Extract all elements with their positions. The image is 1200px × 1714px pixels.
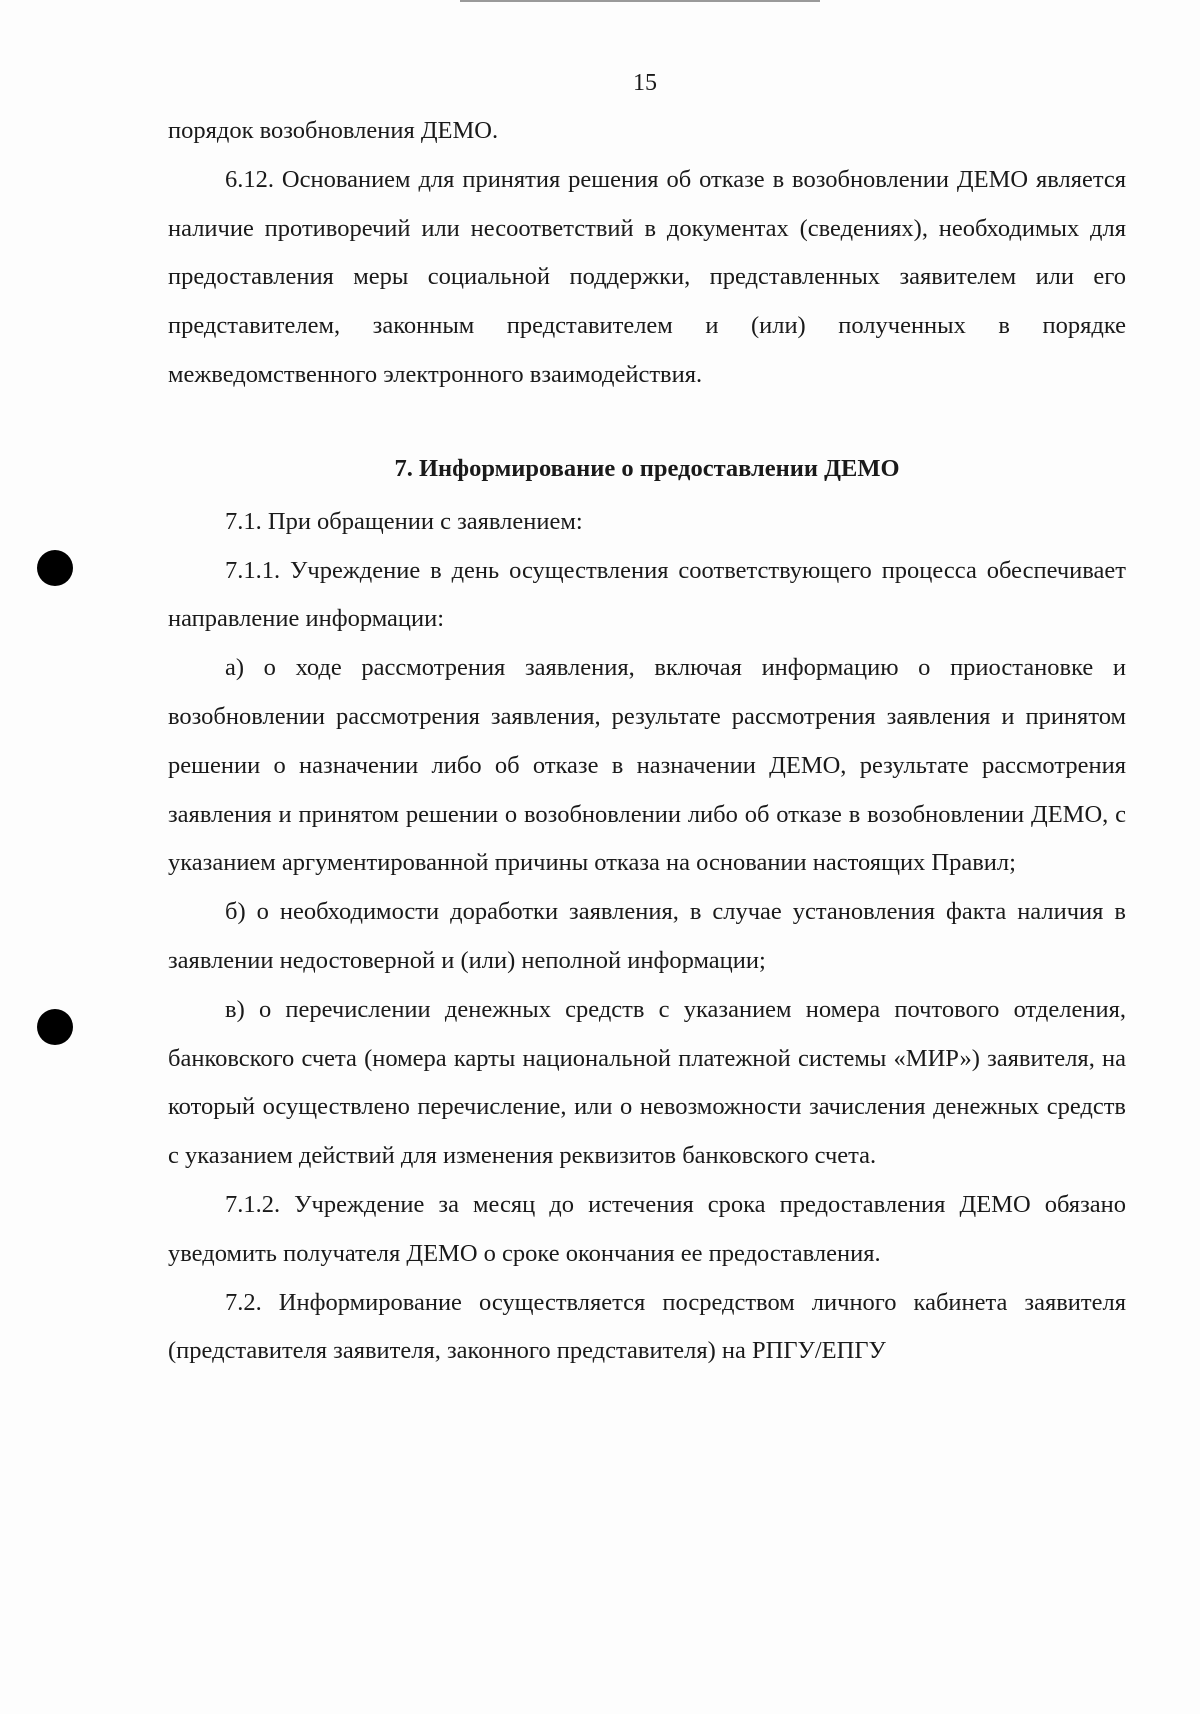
paragraph-item-a: а) о ходе рассмотрения заявления, включая информацию о приостановке и возобновлении рассмотрения заявления, результате рассмотрения заявления и принятом решении о назначении либо об отказе в назначении ДЕМО, результате рассмотрения заявления и принятом решении о возобновлении либо об отказе в возобновлении ДЕМО, с указанием аргументированной причины отказа на основании настоящих Правил; — [168, 654, 1126, 877]
paragraph-continuation: порядок возобновления ДЕМО. — [168, 117, 499, 144]
paragraph-item-b: б) о необходимости доработки заявления, в случае установления факта наличия в заявлении недостоверной и (или) неполной информации; — [168, 898, 1126, 974]
paragraph-6-12: 6.12. Основанием для принятия решения об отказе в возобновлении ДЕМО является наличие противоречий или несоответствий в документах (сведениях), необходимых для предоставления меры социальной поддержки, представленных заявителем или его представителем, законным представителем и (или) полученных в порядке межведомственного электронного взаимодействия. — [168, 165, 1126, 388]
paragraph-7-2: 7.2. Информирование осуществляется посредством личного кабинета заявителя (представителя заявителя, законного представителя) на РПГУ/ЕПГУ — [168, 1288, 1126, 1365]
paragraph-7-1-2: 7.1.2. Учреждение за месяц до истечения срока предоставления ДЕМО обязано уведомить получателя ДЕМО о сроке окончания ее предоставления. — [168, 1190, 1126, 1267]
paragraph-7-1-1: 7.1.1. Учреждение в день осуществления соответствующего процесса обеспечивает направление информации: — [168, 556, 1126, 633]
paragraph-7-1: 7.1. При обращении с заявлением: — [225, 507, 583, 535]
paragraph-item-v: в) о перечислении денежных средств с указанием номера почтового отделения, банковского счета (номера карты национальной платежной системы «МИР») заявителя, на который осуществлено перечисление, или о невозможности зачисления денежных средств с указанием действий для изменения реквизитов банковского счета. — [168, 995, 1126, 1170]
punch-hole-upper — [37, 550, 73, 586]
section-heading: 7. Информирование о предоставлении ДЕМО — [394, 454, 900, 482]
document-body — [168, 107, 1126, 1376]
punch-hole-lower — [37, 1009, 73, 1045]
page-number: 15 — [633, 70, 657, 96]
scan-edge-line — [460, 0, 820, 2]
